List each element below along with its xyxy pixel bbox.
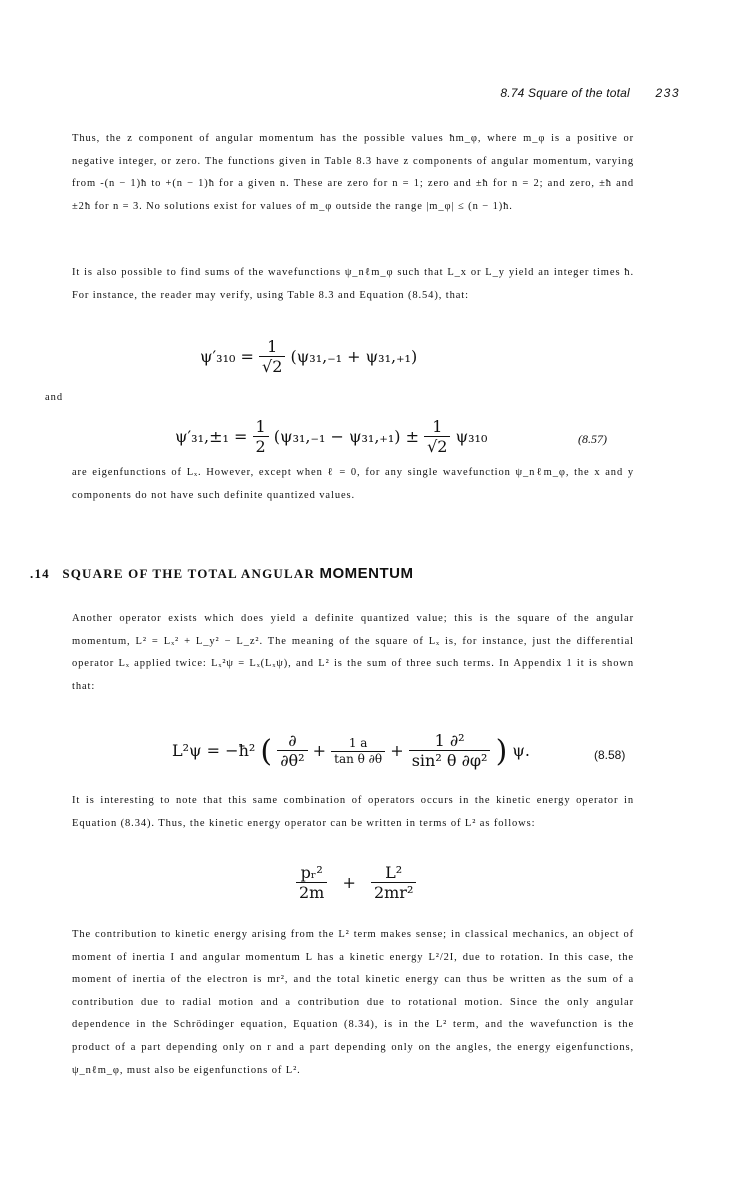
- paragraph-kinetic-energy-operator: It is interesting to note that this same combination of operators occurs in the kinetic energy operator in Equation (8.34). Thus, the kinetic energy operator can be written in terms of L² as follows:: [72, 795, 634, 829]
- eq4-term-2: $\frac{\text{L²}}{\text{2mr²}}$: [371, 864, 416, 903]
- paragraph-angular-momentum-values: Thus, the z component of angular momentum has the possible values ħm_φ, where m_φ is a positive or negative integer, or zero. The functions given in Table 8.3 have z components of angular momentum, varying from -(n − 1)ħ to +(n − 1)ħ for a given n. These are zero for n = 1; zero and ±ħ for n = 2; and zero, ±ħ and ±2ħ for n = 3. No solutions exist for values of m_φ outside the range |m_φ| ≤ (n − 1)ħ.: [72, 133, 634, 212]
- paragraph-square-operator: Another operator exists which does yield a definite quantized value; this is the square of the angular momentum, L² = Lₓ² + L_y² − L_z². The meaning of the square of Lₓ is, for instance, just the differential operator Lₓ applied twice: Lₓ²ψ = Lₓ(Lₓψ), and L² is the sum of three such terms. In Appendix 1 it is shown that:: [72, 613, 634, 692]
- eq1-lhs: ψ′₃₁₀: [200, 347, 236, 367]
- eq4-term-1: $\frac{\text{pᵣ²}}{2m}$: [296, 864, 327, 903]
- eq2-rhs: ψ₃₁₀: [455, 427, 488, 447]
- eq3-tail: ψ.: [512, 741, 531, 761]
- section-number: .14: [30, 566, 50, 581]
- eq3-term-1: $\frac{\partial}{\text{∂θ²}}$: [277, 732, 307, 771]
- section-title-emphasis: MOMENTUM: [319, 565, 414, 582]
- eq3-term-2: $\frac{1 a}{\text{tan θ ∂θ}}$: [331, 737, 385, 767]
- equation-8-57: ψ′₃₁,±₁ = $\frac{1}{2}$ (ψ₃₁,₋₁ − ψ₃₁,₊₁) ± $\frac{1}{√2}$ ψ₃₁₀: [175, 417, 488, 457]
- eq2-lhs: ψ′₃₁,±₁: [175, 427, 229, 447]
- section-title: SQUARE OF THE TOTAL ANGULAR: [62, 566, 316, 581]
- eq3-lhs: L²ψ = −ħ²: [172, 741, 256, 761]
- running-head-title: 8.74 Square of the total: [500, 86, 630, 100]
- paragraph-wavefunction-sums: It is also possible to find sums of the wavefunctions ψ_nℓm_φ such that L_x or L_y yield an integer times ħ. For instance, the reader may verify, using Table 8.3 and Equation (8.54), that:: [72, 267, 634, 301]
- eq1-rhs: (ψ₃₁,₋₁ + ψ₃₁,₊₁): [290, 347, 418, 367]
- equation-kinetic-terms: $\frac{\text{pᵣ²}}{2m}$ + $\frac{\text{L²}}{\text{2mr²}}$: [296, 864, 416, 903]
- eq1-coefficient: $\frac{1}{√2}$: [259, 338, 285, 377]
- paragraph-classical-analogy: The contribution to kinetic energy arising from the L² term makes sense; in classical mechanics, an object of moment of inertia I and angular momentum L has a kinetic energy L²/2I, due to rotation. In this case, the moment of inertia of the electron is mr², and the total kinetic energy can thus be written as the sum of a contribution due to radial motion and a contribution due to rotational motion. Since the only angular dependence in the Schrödinger equation, Equation (8.34), is in the L² term, and the wavefunction is the product of a part depending only on r and a part depending only on the angles, the energy eigenfunctions, ψ_nℓm_φ, must also be eigenfunctions of L².: [72, 929, 634, 1076]
- equation-number-8-57: (8.57): [578, 432, 607, 446]
- eq3-term-3: $\frac{\text{1 ∂²}}{\text{sin² θ ∂φ²}}$: [409, 732, 491, 771]
- page-number: 233: [655, 86, 680, 100]
- eq2-coefficient-2: $\frac{1}{√2}$: [424, 418, 450, 457]
- eq2-middle: (ψ₃₁,₋₁ − ψ₃₁,₊₁) ±: [273, 427, 419, 447]
- paragraph-eigenfunctions-lx: are eigenfunctions of Lₓ. However, except when ℓ = 0, for any single wavefunction ψ_nℓm_φ, the x and y components do not have such definite quantized values.: [72, 467, 634, 501]
- equation-number-8-58: (8.58): [594, 748, 626, 762]
- conjunction-and: and: [45, 392, 64, 403]
- equation-8-58: L²ψ = −ħ² ( $\frac{\partial}{\text{∂θ²}}$ + $\frac{1 a}{\text{tan θ ∂θ}}$ + $\frac{\text{1 ∂²}}{\text{sin² θ ∂φ²}}$ ) ψ.: [172, 731, 531, 771]
- running-head: [500, 86, 680, 100]
- section-heading: [30, 565, 414, 582]
- eq2-coefficient-1: $\frac{1}{2}$: [253, 418, 269, 457]
- equation-8-56: ψ′₃₁₀ = $\frac{1}{√2}$ (ψ₃₁,₋₁ + ψ₃₁,₊₁): [200, 337, 418, 377]
